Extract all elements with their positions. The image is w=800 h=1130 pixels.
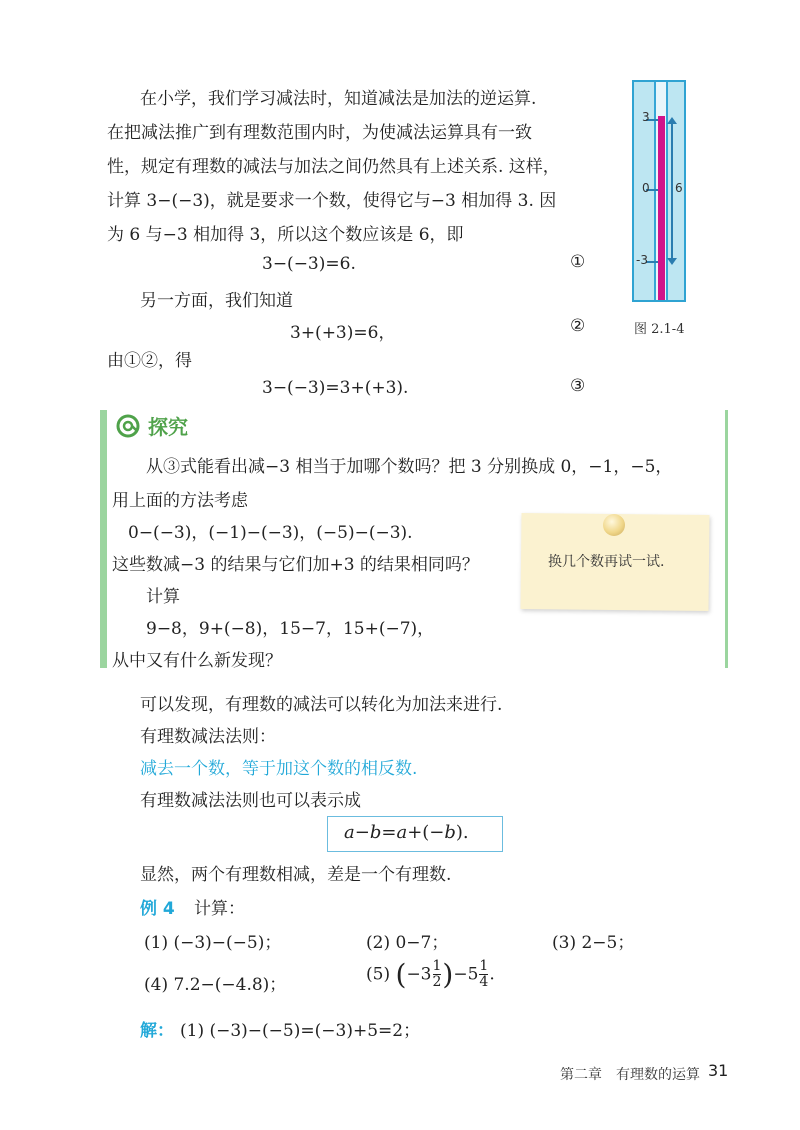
- example-item-5-label: (5): [366, 964, 391, 985]
- fraction-2-den: 4: [479, 974, 489, 990]
- fraction-1-num: 1: [432, 958, 442, 974]
- intro-line-6: 另一方面，我们知道: [140, 291, 293, 311]
- explore-line-4: 这些数减−3 的结果与它们加+3 的结果相同吗？: [112, 555, 479, 575]
- mixed-1-int: −3: [406, 964, 432, 985]
- mixed-2-int: −5: [453, 964, 479, 985]
- formula: [344, 822, 469, 843]
- arrow-down-icon: [667, 258, 677, 265]
- intro-line-1: 在小学，我们学习减法时，知道减法是加法的逆运算.: [140, 89, 537, 109]
- equation-1-number: ①: [570, 252, 586, 272]
- equation-2: 3+(+3)=6，: [290, 323, 396, 343]
- solution-line-1: (1) (−3)−(−5)=(−3)+5=2；: [180, 1021, 421, 1041]
- formula-eq: =: [381, 822, 397, 843]
- formula-tail: ).: [455, 822, 469, 843]
- explore-title: 探究: [148, 415, 188, 439]
- example-item-5-end: .: [489, 964, 495, 985]
- equation-1: 3−(−3)=6.: [262, 254, 356, 274]
- page-number: 31: [708, 1061, 729, 1080]
- explore-line-5: 计算: [146, 587, 180, 607]
- example-item-2: (2) 0−7；: [366, 933, 449, 953]
- example-item-4: (4) 7.2−(−4.8)；: [144, 975, 287, 995]
- tick-label-top: 3: [642, 110, 650, 124]
- figure-caption: 图 2.1-4: [634, 322, 685, 337]
- example-item-3: (3) 2−5；: [552, 933, 635, 953]
- fraction-2: [479, 959, 488, 990]
- intro-line-5: 为 6 与−3 相加得 3，所以这个数应该是 6，即: [107, 225, 464, 245]
- explore-line-1: 从③式能看出减−3 相当于加哪个数吗？把 3 分别换成 0，−1，−5，: [146, 457, 673, 477]
- rule-line-4: 显然，两个有理数相减，差是一个有理数.: [140, 865, 452, 885]
- fraction-1-den: 2: [432, 974, 442, 990]
- intro-line-4: 计算 3−(−3)，就是要求一个数，使得它与−3 相加得 3. 因: [107, 191, 557, 211]
- thermometer-mercury: [658, 116, 665, 300]
- example-label: 例 4: [140, 899, 175, 919]
- right-paren: ): [442, 958, 454, 991]
- rule-line-1: 可以发现，有理数的减法可以转化为加法来进行.: [140, 695, 503, 715]
- pushpin-icon: [603, 514, 625, 536]
- example-item-5: [366, 958, 495, 991]
- explore-line-7: 从中又有什么新发现？: [112, 651, 282, 671]
- dimension-line: [671, 120, 673, 262]
- rule-line-2: 有理数减法法则：: [140, 727, 276, 747]
- formula-a2: a: [396, 822, 408, 843]
- fraction-2-num: 1: [479, 958, 489, 974]
- rule-line-3: 有理数减法法则也可以表示成: [140, 791, 361, 811]
- explore-icon: [116, 414, 140, 438]
- dimension-label: 6: [675, 181, 683, 195]
- explore-line-3: 0−(−3)，(−1)−(−3)，(−5)−(−3).: [128, 523, 413, 543]
- formula-a1: a: [344, 822, 355, 843]
- intro-line-2: 在把减法推广到有理数范围内时，为使减法运算具有一致: [107, 123, 532, 143]
- intro-line-3: 性，规定有理数的减法与加法之间仍然具有上述关系. 这样，: [107, 157, 560, 177]
- equation-2-number: ②: [570, 316, 586, 336]
- arrow-up-icon: [667, 117, 677, 124]
- left-paren: (: [395, 958, 407, 991]
- example-item-1: (1) (−3)−(−5)；: [144, 933, 282, 953]
- formula-b1: b: [369, 822, 382, 843]
- solution-label: 解：: [140, 1021, 174, 1041]
- equation-3-number: ③: [570, 376, 586, 396]
- example-prompt: 计算：: [194, 899, 245, 919]
- sticky-note-text: 换几个数再试一试.: [548, 554, 665, 570]
- footer-chapter: 第二章 有理数的运算: [560, 1067, 700, 1083]
- equation-3: 3−(−3)=3+(+3).: [262, 378, 409, 398]
- rule-highlight: 减去一个数，等于加这个数的相反数.: [140, 759, 418, 779]
- explore-line-6: 9−8，9+(−8)，15−7，15+(−7)，: [146, 619, 435, 639]
- formula-b2: b: [444, 822, 456, 843]
- intro-line-7: 由①②，得: [107, 351, 192, 371]
- fraction-1: [433, 959, 442, 990]
- explore-line-2: 用上面的方法考虑: [112, 491, 248, 511]
- formula-op2: +(−: [407, 822, 445, 843]
- formula-op1: −: [354, 822, 370, 843]
- tick-label-mid: 0: [642, 181, 650, 195]
- tick-label-bottom: -3: [636, 253, 648, 267]
